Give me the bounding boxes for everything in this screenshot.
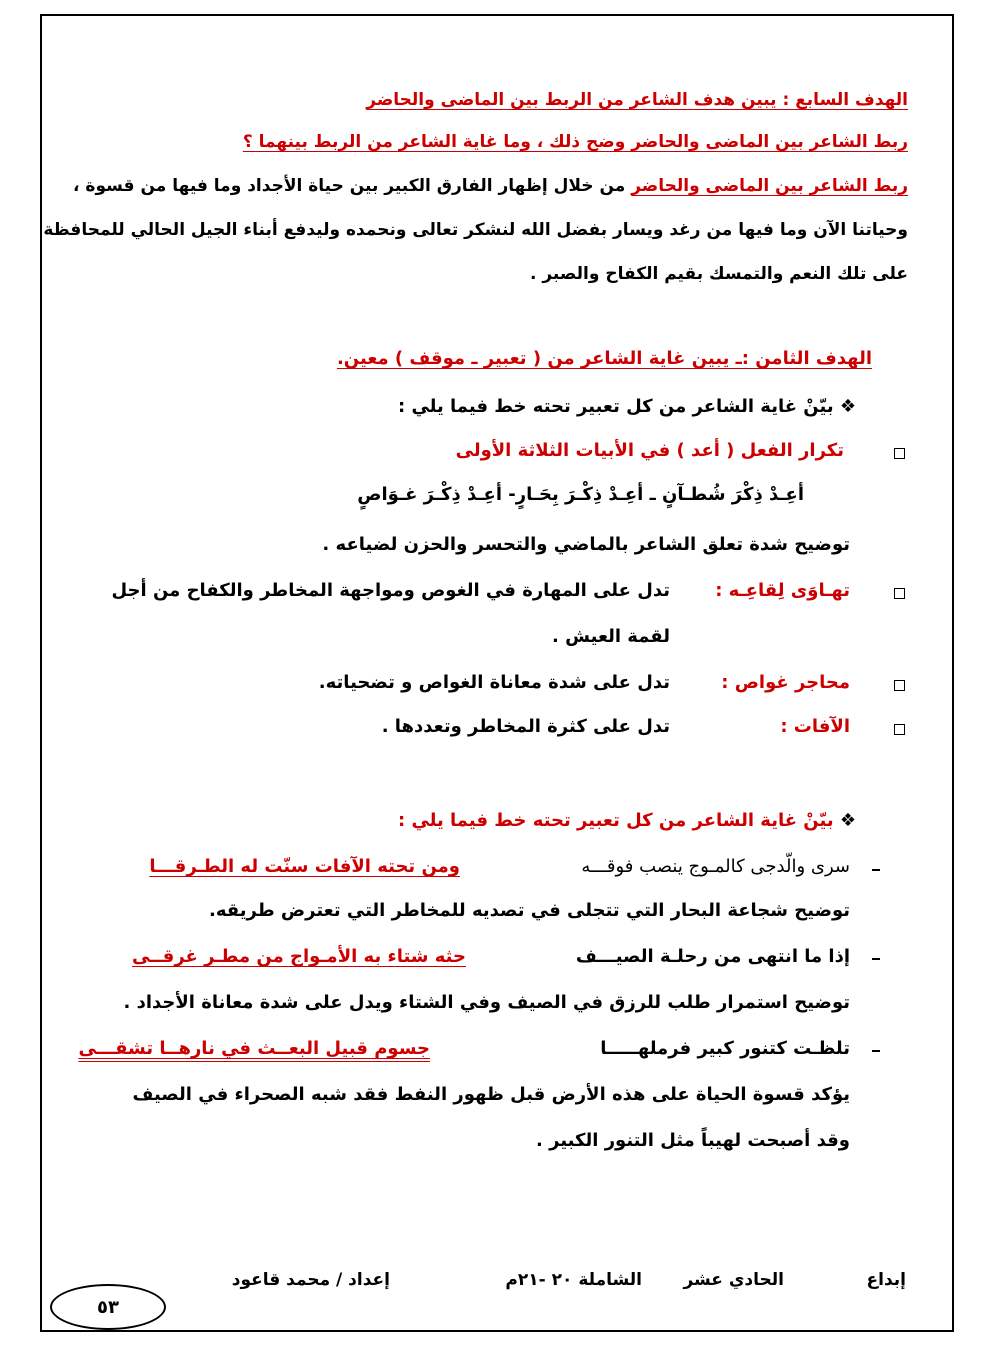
goal8-item1-label: تكرار الفعل ( أعد ) في الأبيات الثلاثة الأولى — [455, 440, 844, 461]
goal8-item1-verse: أعِـدْ ذِكْرَ شُطـآنٍ ـ أعِـدْ ذِكْـرَ بِحَـارٍ- أعِـدْ ذِكْـرَ غـوَاصٍ — [357, 484, 804, 505]
goal8-item2-expl: تدل على المهارة في الغوص ومواجهة المخاطر والكفاح من أجل — [111, 580, 670, 601]
dash-bullet-icon — [872, 958, 880, 960]
verse2-second-half: حثه شتاء به الأمـواج من مطـر غرقــى — [132, 946, 466, 967]
goal8-item3-expl: تدل على شدة معاناة الغواص و تضحياته. — [318, 672, 670, 693]
goal8-item1-expl: توضيح شدة تعلق الشاعر بالماضي والتحسر والحزن لضياعه . — [322, 534, 850, 555]
goal7-answer-line1 — [73, 176, 908, 196]
verse3-expl-2: وقد أصبحت لهيباً مثل التنور الكبير . — [536, 1130, 850, 1151]
goal7-title: الهدف السابع : يبين هدف الشاعر من الربط بين الماضى والحاضر — [366, 90, 908, 110]
footer-author: إعداد / محمد قاعود — [231, 1270, 390, 1290]
verse1-first-half: سرى والّدجى كالمـوج ينصب فوقـــه — [581, 856, 850, 877]
goal8-title: الهدف الثامن :ـ يبين غاية الشاعر من ( تعبير ـ موقف ) معين. — [336, 348, 872, 369]
goal8-instruction-text: بيّنْ غاية الشاعر من كل تعبير تحته خط فيما يلي : — [397, 396, 834, 417]
section3-instruction-text: بيّنْ غاية الشاعر من كل تعبير تحته خط فيما يلي : — [397, 810, 834, 831]
goal7-answer-red: ربط الشاعر بين الماضى والحاضر — [631, 176, 908, 196]
goal8-item3-label: محاجر غواص : — [721, 672, 850, 693]
goal8-item2-label: تهـاوَى لِقاعِـه : — [715, 580, 850, 601]
footer-grade: الحادي عشر — [683, 1270, 784, 1290]
diamond-bullet-icon: ❖ — [833, 396, 856, 417]
dash-bullet-icon — [872, 869, 880, 871]
page-number: ٥٣ — [97, 1296, 119, 1318]
checkbox-icon — [894, 588, 905, 599]
goal7-answer-text: من خلال إظهار الفارق الكبير بين حياة الأجداد وما فيها من قسوة ، — [73, 176, 632, 196]
footer-ibdaa: إبداع — [866, 1270, 906, 1290]
verse3-expl: يؤكد قسوة الحياة على هذه الأرض قبل ظهور النفط فقد شبه الصحراء في الصيف — [132, 1084, 850, 1105]
goal7-answer-line3: على تلك النعم والتمسك بقيم الكفاح والصبر . — [529, 264, 908, 284]
goal7-answer-line2: وحياتنا الآن وما فيها من رغد ويسار بفضل الله لنشكر تعالى ونحمده وليدفع أبناء الجيل الحالي للمحافظة — [43, 220, 908, 240]
goal8-instruction — [398, 396, 856, 417]
verse2-expl: توضيح استمرار طلب للرزق في الصيف وفي الشتاء ويدل على شدة معاناة الأجداد . — [123, 992, 850, 1013]
footer-book: الشاملة ٢٠ -٢١م — [505, 1270, 642, 1290]
verse3-first-half: تلظـت كتنور كبير فرملهـــــا — [600, 1038, 850, 1059]
dash-bullet-icon — [872, 1050, 880, 1052]
verse3-second-half: جسوم قبيل البعــث في نارهــا تشقـــى — [78, 1038, 430, 1059]
page-number-oval — [50, 1284, 166, 1330]
checkbox-icon — [894, 680, 905, 691]
goal7-question: ربط الشاعر بين الماضى والحاضر وضح ذلك ، وما غاية الشاعر من الربط بينهما ؟ — [242, 132, 908, 152]
verse1-expl: توضيح شجاعة البحار التي تتجلى في تصديه للمخاطر التي تعترض طريقه. — [209, 900, 850, 921]
diamond-bullet-icon: ❖ — [833, 810, 856, 831]
checkbox-icon — [894, 448, 905, 459]
section3-instruction — [398, 810, 856, 831]
verse2-first-half: إذا ما انتهى من رحلـة الصيـــف — [575, 946, 850, 967]
goal8-item4-label: الآفات : — [780, 716, 850, 737]
goal8-item2-expl-2: لقمة العيش . — [552, 626, 670, 647]
verse1-second-half: ومن تحته الآفات سنّت له الطـرقـــا — [149, 856, 460, 877]
goal8-item4-expl: تدل على كثرة المخاطر وتعددها . — [381, 716, 670, 737]
checkbox-icon — [894, 724, 905, 735]
